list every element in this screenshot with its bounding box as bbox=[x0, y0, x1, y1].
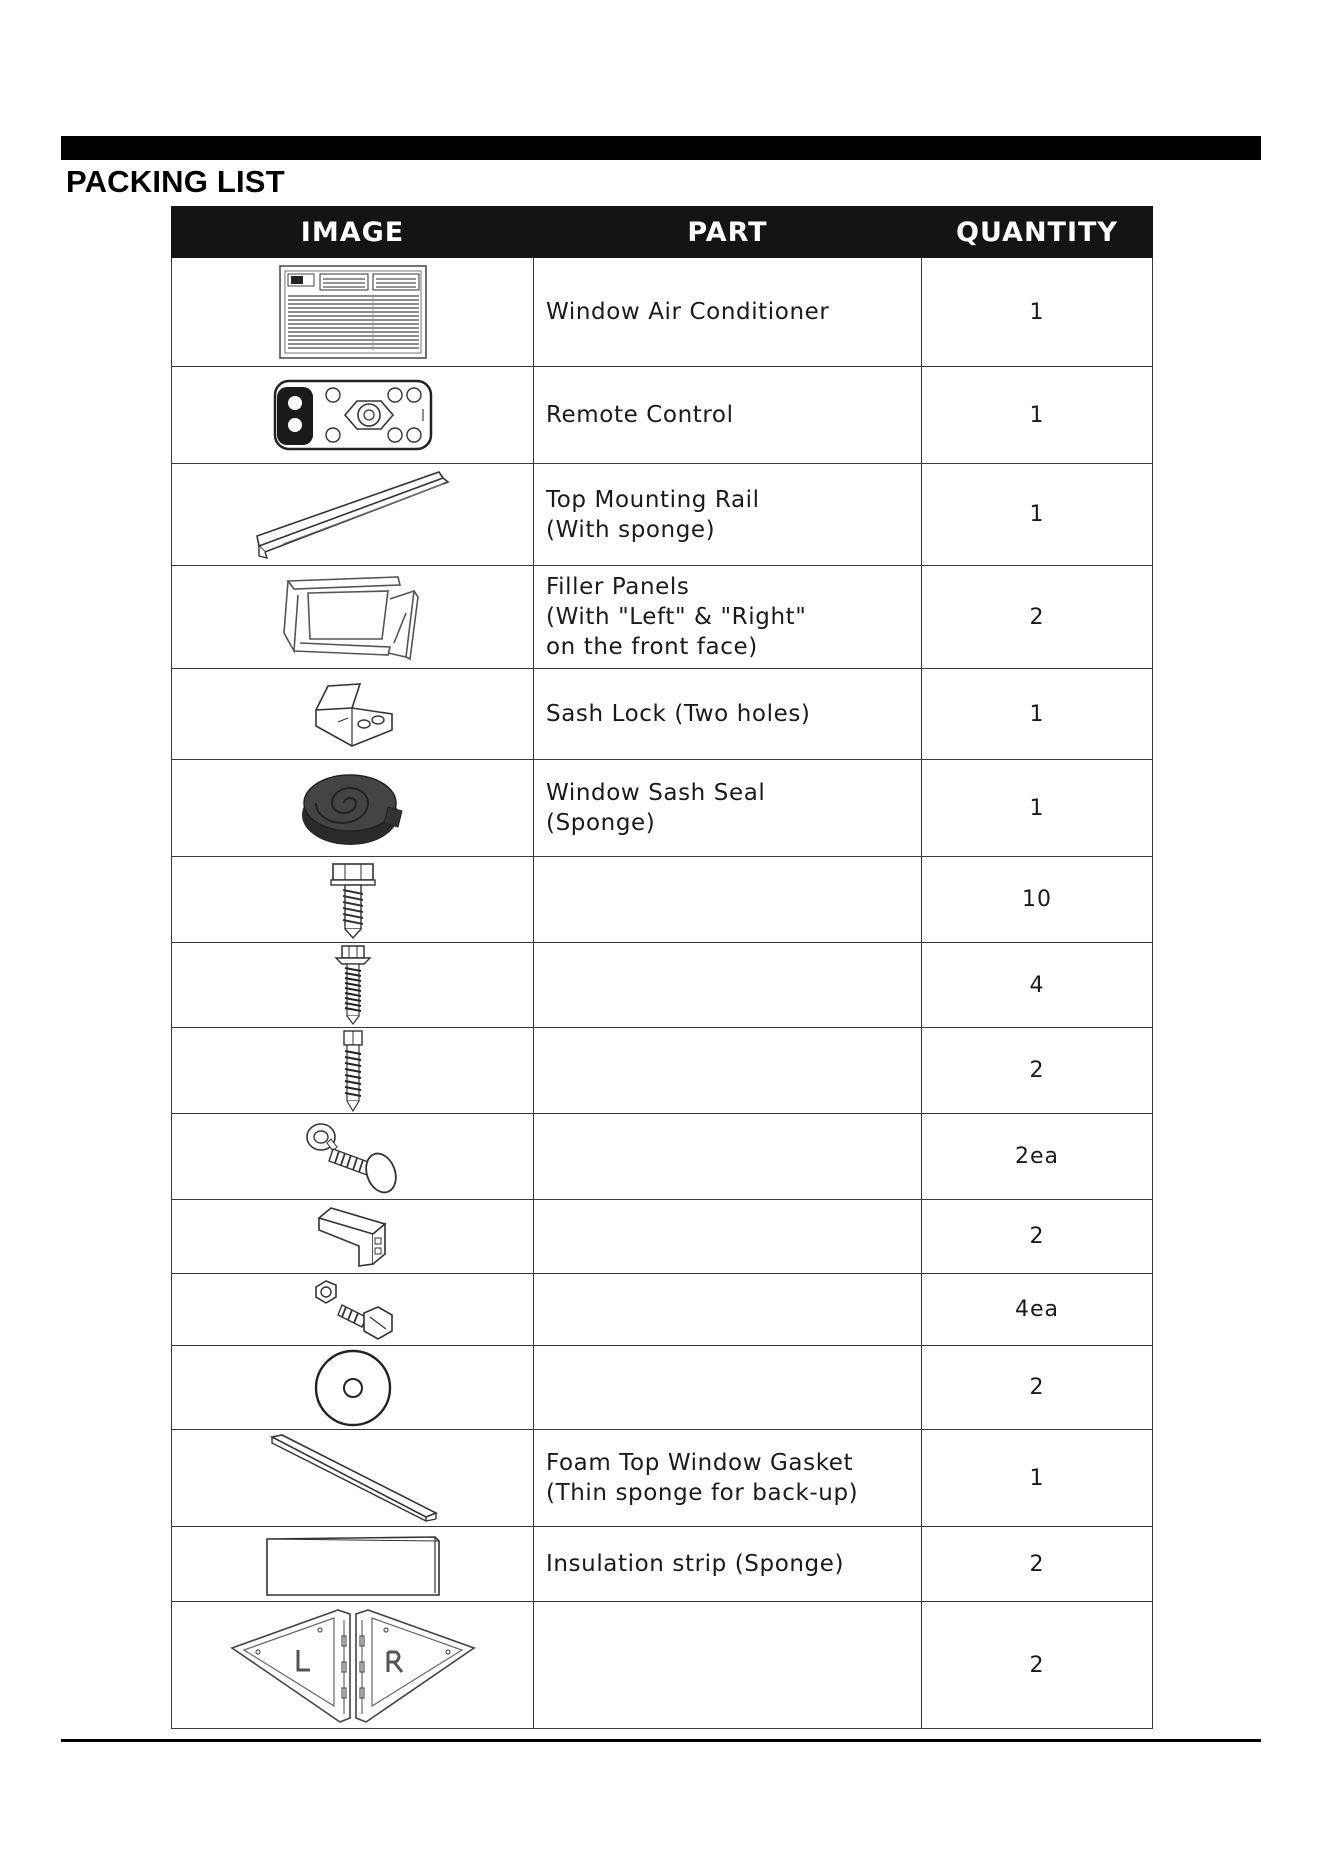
part-name-cell bbox=[534, 1602, 922, 1729]
packing-list-table bbox=[171, 206, 1153, 1729]
part-image-cell bbox=[172, 1114, 534, 1200]
support-brackets-icon bbox=[228, 1606, 478, 1724]
insulation-strip-icon bbox=[263, 1531, 443, 1597]
part-name-cell bbox=[534, 258, 922, 367]
foam-gasket-icon bbox=[268, 1433, 438, 1523]
part-image-cell bbox=[172, 1200, 534, 1274]
part-name-cell bbox=[534, 1527, 922, 1602]
part-name-cell bbox=[534, 566, 922, 669]
part-image-cell bbox=[172, 566, 534, 669]
part-name-line: (Sponge) bbox=[546, 810, 656, 836]
part-name-cell bbox=[534, 1274, 922, 1346]
quantity-cell: 1 bbox=[922, 669, 1153, 760]
carriage-bolt-icon bbox=[303, 1117, 403, 1197]
quantity-cell: 1 bbox=[922, 258, 1153, 367]
bolt-nut-icon bbox=[308, 1277, 398, 1343]
column-header-part: PART bbox=[534, 207, 922, 258]
flange-hex-screw-icon bbox=[328, 944, 378, 1026]
column-header-quantity: QUANTITY bbox=[922, 207, 1153, 258]
part-image-cell bbox=[172, 1430, 534, 1527]
quantity-cell: 2ea bbox=[922, 1114, 1153, 1200]
part-image-cell bbox=[172, 258, 534, 367]
part-name-cell bbox=[534, 669, 922, 760]
part-image-cell bbox=[172, 943, 534, 1028]
table-row bbox=[172, 1274, 1153, 1346]
quantity-cell: 2 bbox=[922, 1602, 1153, 1729]
part-name-cell bbox=[534, 943, 922, 1028]
table-row bbox=[172, 1028, 1153, 1114]
table-row bbox=[172, 1200, 1153, 1274]
part-name-cell bbox=[534, 1028, 922, 1114]
table-row bbox=[172, 566, 1153, 669]
part-image-cell bbox=[172, 760, 534, 857]
part-name-line: Top Mounting Rail bbox=[546, 486, 760, 513]
l-bracket-icon bbox=[313, 1204, 393, 1270]
table-row bbox=[172, 669, 1153, 760]
part-name-line: (With "Left" & "Right" bbox=[546, 604, 807, 630]
table-row bbox=[172, 1114, 1153, 1200]
table-row bbox=[172, 1346, 1153, 1430]
part-name-cell bbox=[534, 1346, 922, 1430]
footer-dots bbox=[870, 1864, 1050, 1868]
table-row bbox=[172, 1430, 1153, 1527]
sash-seal-icon bbox=[298, 767, 408, 849]
part-image-cell bbox=[172, 367, 534, 464]
part-image-cell bbox=[172, 1274, 534, 1346]
part-name-line: on the front face) bbox=[546, 634, 758, 660]
part-name-cell bbox=[534, 857, 922, 943]
mounting-rail-icon bbox=[253, 470, 453, 560]
part-image-cell bbox=[172, 857, 534, 943]
part-name-line: Insulation strip (Sponge) bbox=[546, 1551, 845, 1577]
part-name-line: Sash Lock (Two holes) bbox=[546, 701, 811, 727]
quantity-cell: 2 bbox=[922, 1028, 1153, 1114]
quantity-cell: 2 bbox=[922, 1527, 1153, 1602]
part-name-line: (With sponge) bbox=[546, 516, 716, 543]
table-header-row bbox=[172, 207, 1153, 258]
part-name-line: Foam Top Window Gasket bbox=[546, 1450, 854, 1476]
quantity-cell: 10 bbox=[922, 857, 1153, 943]
table-row bbox=[172, 367, 1153, 464]
part-name-cell bbox=[534, 367, 922, 464]
quantity-cell: 4 bbox=[922, 943, 1153, 1028]
table-row bbox=[172, 943, 1153, 1028]
part-image-cell bbox=[172, 464, 534, 566]
part-image-cell bbox=[172, 669, 534, 760]
part-image-cell bbox=[172, 1527, 534, 1602]
table-row bbox=[172, 1527, 1153, 1602]
part-image-cell bbox=[172, 1602, 534, 1729]
part-name-line: Remote Control bbox=[546, 402, 734, 428]
quantity-cell: 2 bbox=[922, 1346, 1153, 1430]
quantity-cell: 2 bbox=[922, 566, 1153, 669]
table-row bbox=[172, 857, 1153, 943]
page-title: PACKING LIST bbox=[66, 164, 285, 199]
short-hex-screw-icon bbox=[323, 860, 383, 940]
table-row bbox=[172, 1602, 1153, 1729]
bottom-rule bbox=[61, 1739, 1261, 1742]
table-row bbox=[172, 760, 1153, 857]
part-name-line: Window Air Conditioner bbox=[546, 299, 830, 325]
filler-panels-icon bbox=[278, 573, 428, 661]
part-image-cell bbox=[172, 1028, 534, 1114]
table-row bbox=[172, 464, 1153, 566]
quantity-cell: 1 bbox=[922, 1430, 1153, 1527]
sash-lock-icon bbox=[308, 678, 398, 750]
part-name-cell bbox=[534, 1114, 922, 1200]
part-name-line: Filler Panels bbox=[546, 574, 690, 600]
quantity-cell: 1 bbox=[922, 760, 1153, 857]
quantity-cell: 1 bbox=[922, 367, 1153, 464]
table-row bbox=[172, 258, 1153, 367]
part-name-cell bbox=[534, 464, 922, 566]
washer-icon bbox=[313, 1348, 393, 1428]
remote-control-icon bbox=[273, 379, 433, 451]
top-header-bar bbox=[61, 136, 1261, 160]
part-name-line: Window Sash Seal bbox=[546, 780, 766, 806]
quantity-cell: 2 bbox=[922, 1200, 1153, 1274]
column-header-image: IMAGE bbox=[172, 207, 534, 258]
part-image-cell bbox=[172, 1346, 534, 1430]
air-conditioner-icon bbox=[278, 264, 428, 360]
part-name-cell bbox=[534, 1430, 922, 1527]
long-screw-icon bbox=[333, 1029, 373, 1113]
quantity-cell: 1 bbox=[922, 464, 1153, 566]
part-name-cell bbox=[534, 760, 922, 857]
part-name-cell bbox=[534, 1200, 922, 1274]
part-name-line: (Thin sponge for back-up) bbox=[546, 1480, 859, 1506]
quantity-cell: 4ea bbox=[922, 1274, 1153, 1346]
